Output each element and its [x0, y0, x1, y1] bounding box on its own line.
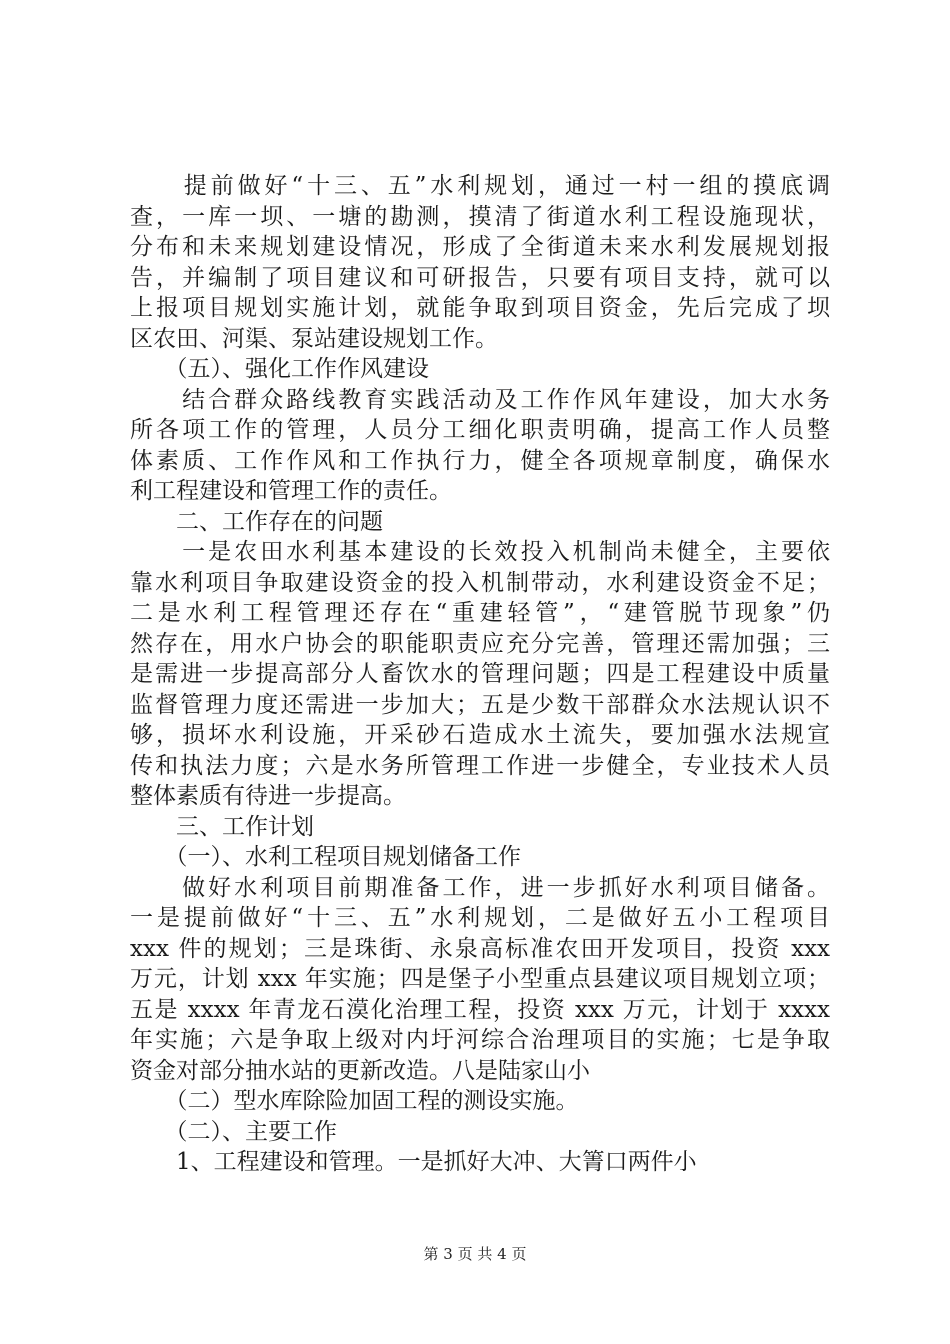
text-line: 做好水利项目前期准备工作，进一步抓好水利项目储备。 [130, 875, 830, 901]
text-line: 1、工程建设和管理。一是抓好大冲、大箐口两件小 [130, 1149, 697, 1175]
text-line: 体素质、工作作风和工作执行力，健全各项规章制度，确保水 [130, 448, 830, 474]
text-line: 是需进一步提高部分人畜饮水的管理问题；四是工程建设中质量 [130, 661, 830, 687]
text-line: 监督管理力度还需进一步加大；五是少数干部群众水法规认识不 [130, 692, 830, 718]
section-heading: （二）、主要工作 [130, 1119, 337, 1145]
text-line: 整体素质有待进一步提高。 [130, 783, 406, 809]
text-line: 五是 xxxx 年青龙石漠化治理工程，投资 xxx 万元，计划于 xxxx [130, 997, 830, 1023]
text-line: 告，并编制了项目建议和可研报告，只要有项目支持，就可以 [130, 265, 830, 291]
text-line: xxx 件的规划；三是珠街、永泉高标准农田开发项目，投资 xxx [130, 936, 830, 962]
text-line: 靠水利项目争取建设资金的投入机制带动，水利建设资金不足； [130, 570, 830, 596]
text-line: 查，一库一坝、一塘的勘测，摸清了街道水利工程设施现状， [130, 204, 830, 230]
text-line: （二）型水库除险加固工程的测设实施。 [130, 1088, 579, 1114]
text-line: 提前做好“十三、五”水利规划，通过一村一组的摸底调 [130, 173, 830, 199]
text-line: 结合群众路线教育实践活动及工作作风年建设，加大水务 [130, 387, 830, 413]
page-footer: 第 3 页 共 4 页 [423, 1245, 527, 1263]
text-line: 然存在，用水户协会的职能职责应充分完善，管理还需加强；三 [130, 631, 830, 657]
text-line: 一是农田水利基本建设的长效投入机制尚未健全，主要依 [130, 539, 830, 565]
section-heading: 三、工作计划 [130, 814, 314, 840]
section-heading: 二、工作存在的问题 [130, 509, 383, 535]
text-line: 利工程建设和管理工作的责任。 [130, 478, 452, 504]
text-line: 够，损坏水利设施，开采砂石造成水土流失，要加强水法规宣 [130, 722, 830, 748]
text-line: 二是水利工程管理还存在“重建轻管”，“建管脱节现象”仍 [130, 600, 830, 626]
section-heading: （五）、强化工作作风建设 [130, 356, 429, 382]
text-line: 分布和未来规划建设情况，形成了全街道未来水利发展规划报 [130, 234, 830, 260]
text-line: 上报项目规划实施计划，就能争取到项目资金，先后完成了坝 [130, 295, 830, 321]
text-line: 一是提前做好“十三、五”水利规划，二是做好五小工程项目 [130, 905, 830, 931]
section-heading: （一）、水利工程项目规划储备工作 [130, 844, 521, 870]
text-line: 传和执法力度；六是水务所管理工作进一步健全，专业技术人员 [130, 753, 830, 779]
text-line: 区农田、河渠、泵站建设规划工作。 [130, 326, 498, 352]
text-line: 万元，计划 xxx 年实施；四是堡子小型重点县建议项目规划立项； [130, 966, 830, 992]
text-line: 资金对部分抽水站的更新改造。八是陆家山小 [130, 1058, 590, 1084]
text-line: 年实施；六是争取上级对内圩河综合治理项目的实施；七是争取 [130, 1027, 830, 1053]
text-line: 所各项工作的管理，人员分工细化职责明确，提高工作人员整 [130, 417, 830, 443]
